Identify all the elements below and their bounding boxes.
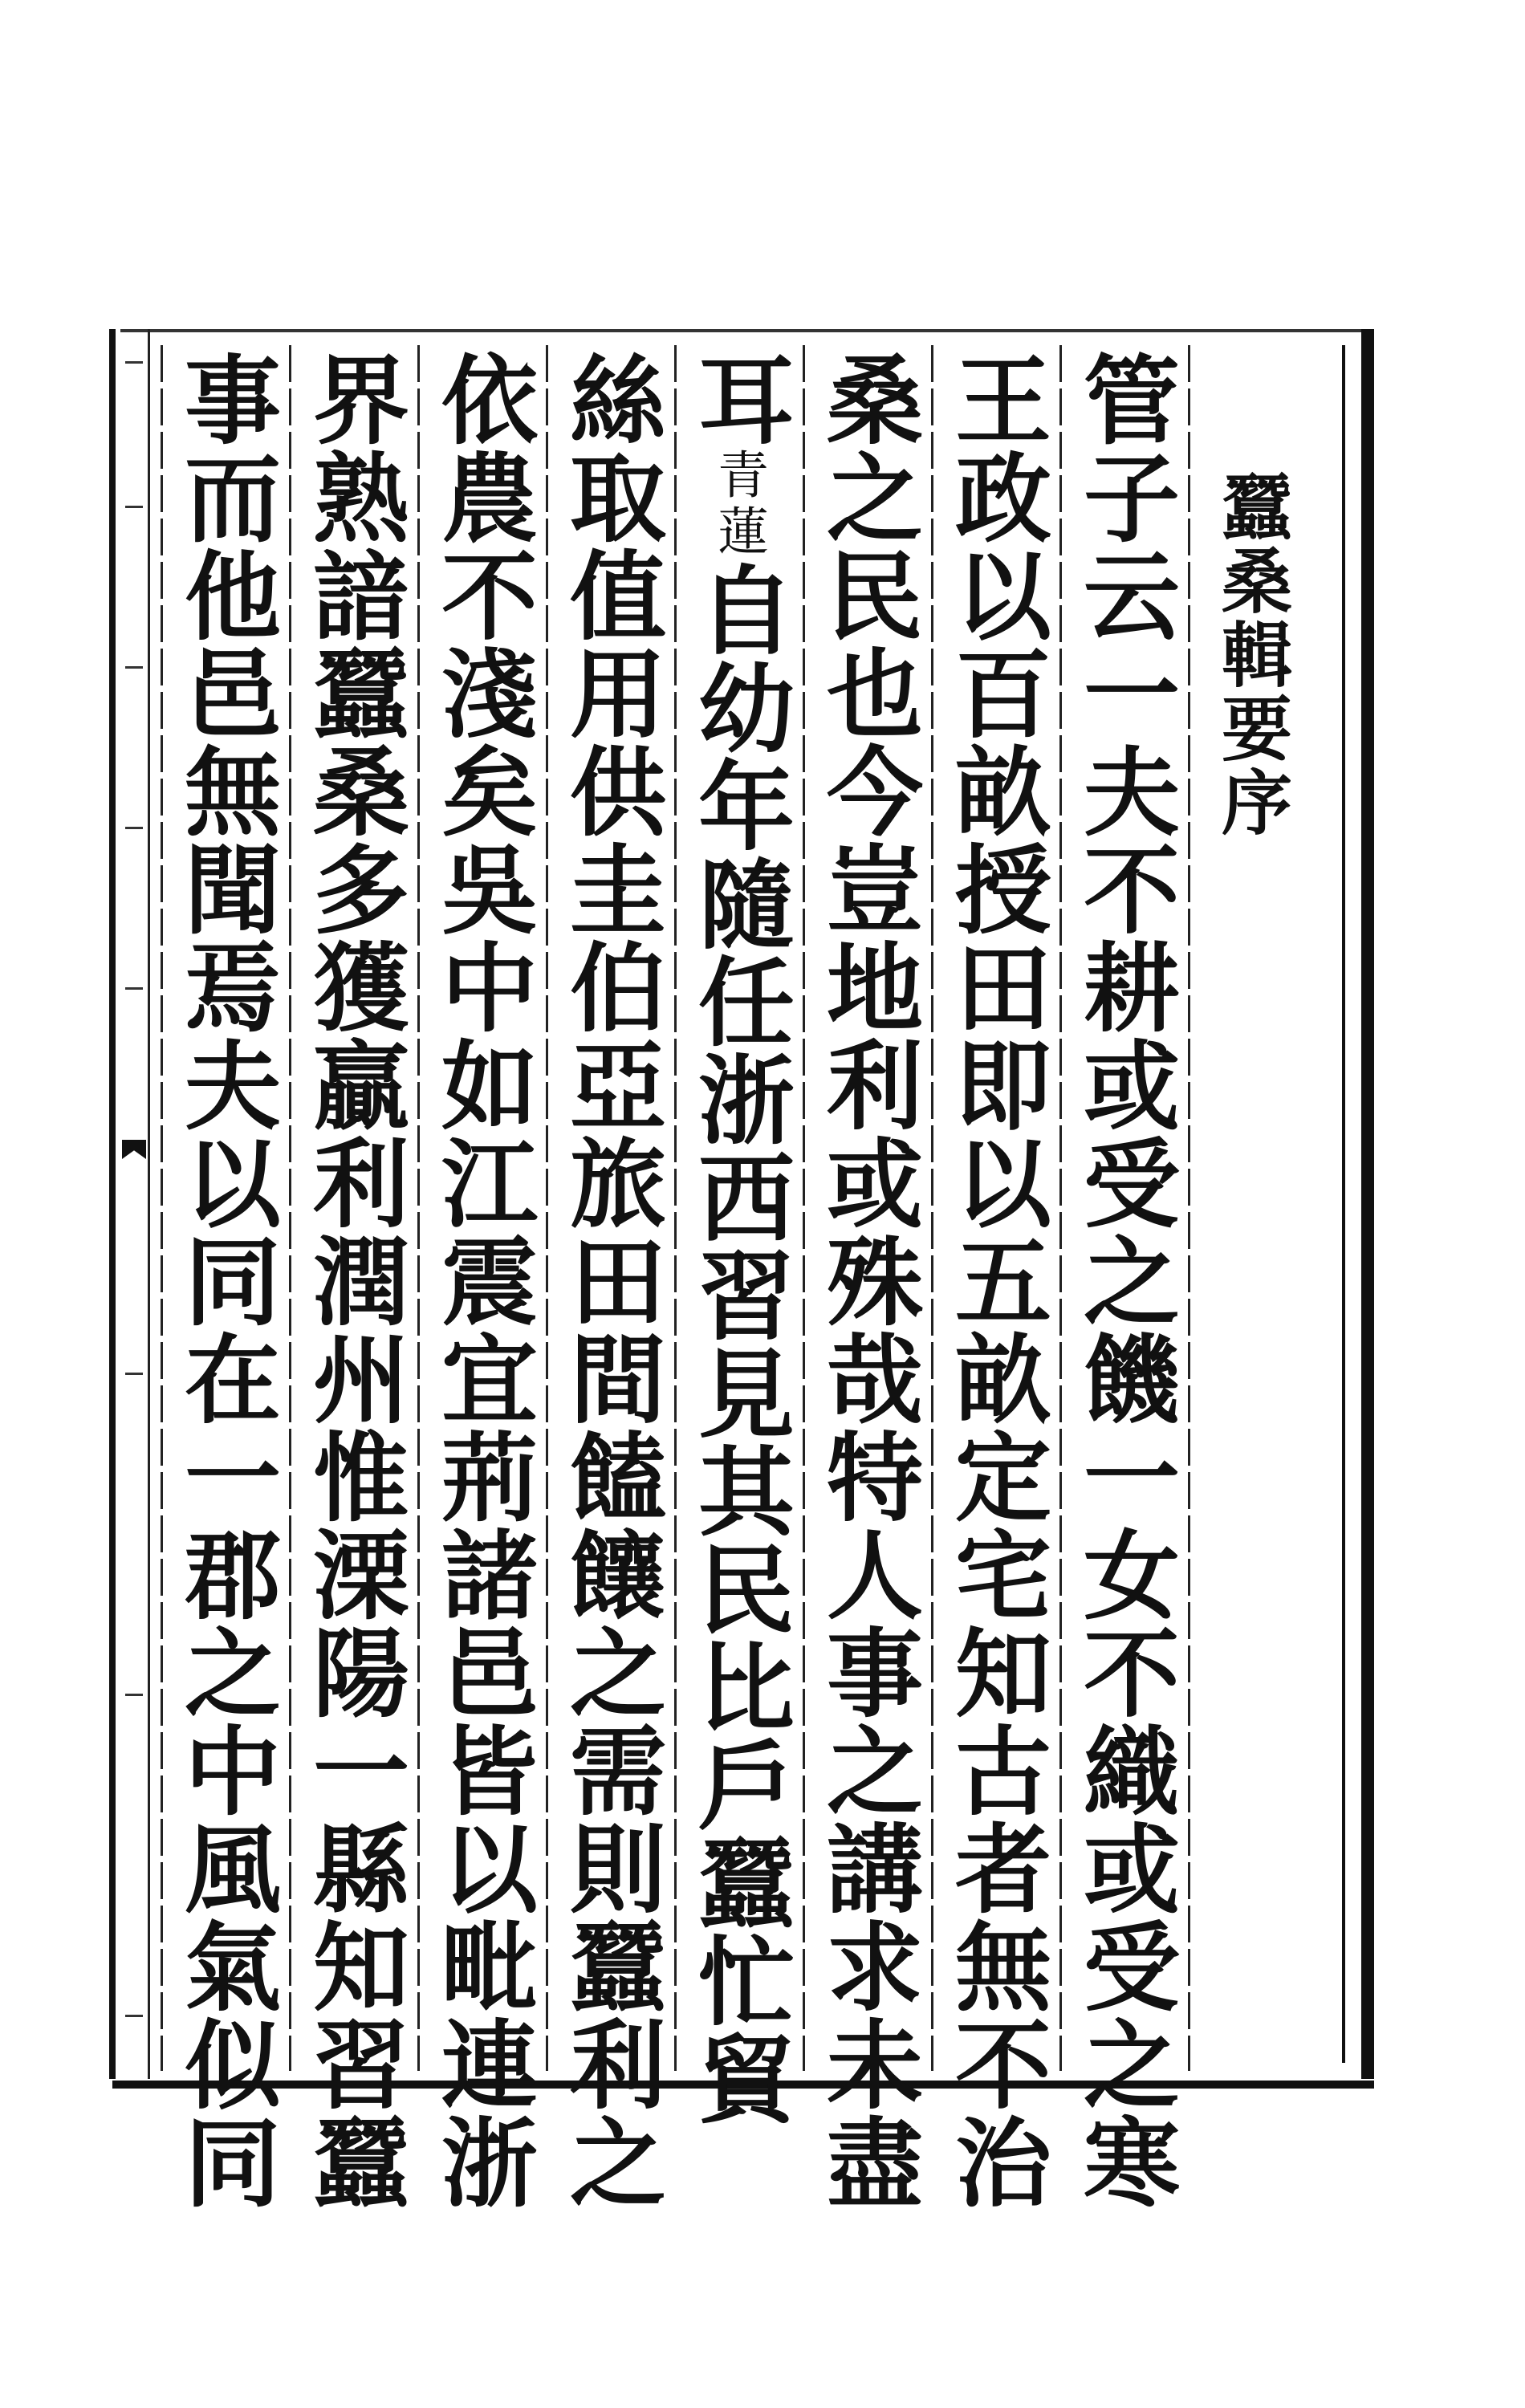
fore-edge-tick	[125, 1373, 143, 1383]
text-line-tail: 自幼年隨任浙西習見其民比戶蠶忙貿	[682, 560, 795, 2127]
preface-title	[1188, 350, 1316, 840]
column-3	[931, 345, 1059, 2211]
fore-edge-rule	[148, 329, 150, 2079]
frame-right-inner-rule	[1342, 345, 1345, 2063]
fore-edge-tick	[125, 361, 143, 372]
fore-edge-strip	[120, 329, 152, 2079]
column-5	[674, 345, 803, 2127]
text-line: 王政以百畝授田即以五畝定宅知古者無不治	[939, 350, 1052, 2211]
text-line: 管子云一夫不耕或受之饑一女不織或受之寒	[1068, 350, 1181, 2211]
text-columns	[161, 345, 1316, 2211]
fishtail-mark-icon	[122, 1140, 146, 1159]
author-name-note: 青蓮	[709, 448, 768, 560]
column-7	[417, 345, 546, 2211]
fore-edge-tick	[125, 506, 143, 516]
text-line: 桑之民也今豈地利或殊哉特人事之講求未盡	[811, 350, 924, 2211]
text-line: 依農不淺矣吳中如江震宜荊諸邑皆以毗連浙	[425, 350, 539, 2211]
column-9	[161, 345, 289, 2211]
fore-edge-tick	[125, 987, 143, 998]
frame-left-rule	[109, 329, 116, 2079]
column-6	[546, 345, 674, 2211]
preface-title-text: 蠶桑輯要序	[1210, 470, 1294, 840]
fore-edge-tick	[125, 827, 143, 837]
text-line: 絲取值用供圭伯亞旅田間饁饟之需則蠶利之	[554, 350, 667, 2211]
frame-top-rule	[120, 329, 1364, 332]
column-2	[1059, 345, 1188, 2211]
text-line: 界熟諳蠶桑多獲贏利潤州惟溧陽一縣知習蠶	[297, 350, 410, 2211]
fore-edge-tick	[125, 1694, 143, 1704]
frame-right-outer-rule	[1361, 329, 1374, 2079]
fore-edge-tick	[125, 666, 143, 677]
text-line	[674, 350, 803, 2127]
text-line-head: 耳	[682, 350, 795, 448]
column-1	[1188, 345, 1316, 2071]
column-8	[289, 345, 417, 2211]
fore-edge-tick	[125, 2015, 143, 2025]
text-line: 事而他邑無聞焉夫以同在一郡之中風氣似同	[169, 350, 282, 2211]
column-4	[803, 345, 931, 2211]
